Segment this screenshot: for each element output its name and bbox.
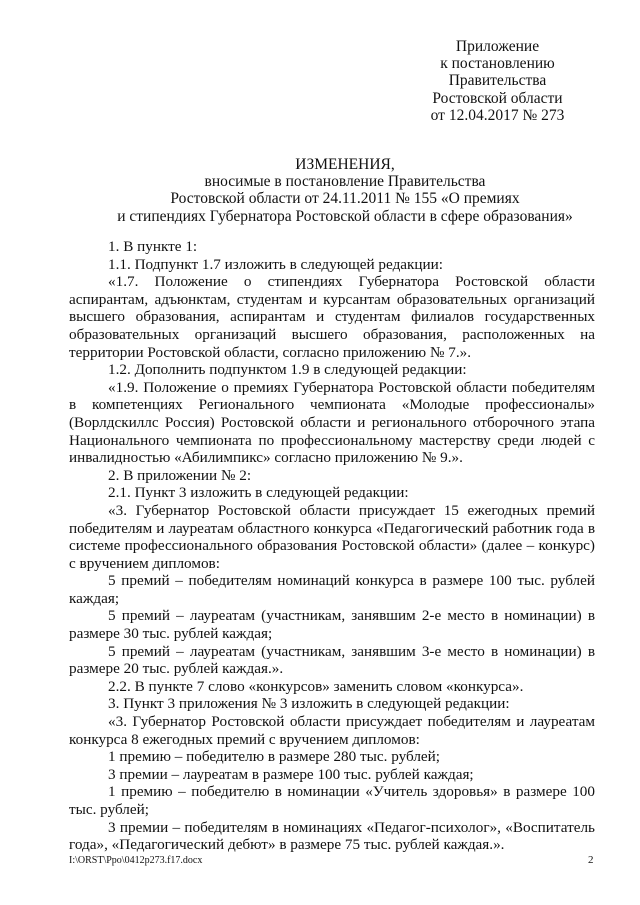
appendix-line: Ростовской области — [432, 89, 563, 107]
paragraph: 1.1. Подпункт 1.7 изложить в следующей редакции: — [108, 255, 444, 273]
appendix-line: от 12.04.2017 № 273 — [430, 106, 565, 124]
heading-line: и стипендиях Губернатора Ростовской области в сфере образования» — [117, 207, 573, 225]
heading-title: ИЗМЕНЕНИЯ, — [295, 156, 395, 173]
paragraph: 5 премий – победителям номинаций конкурса в размере 100 тыс. рублей каждая; — [69, 572, 595, 607]
paragraph: 1 премию – победителю в номинации «Учитель здоровья» в размере 100 тыс. рублей; — [69, 783, 595, 818]
appendix-line: к постановлению — [440, 55, 555, 73]
footer-file-path: I:\ORST\Ppo\0412p273.f17.docx — [69, 855, 203, 866]
appendix-line: Приложение — [455, 38, 540, 55]
paragraph: 1 премию – победителю в размере 280 тыс. рублей; — [108, 748, 440, 766]
paragraph: 2.2. В пункте 7 слово «конкурсов» заменить словом «конкурса». — [108, 677, 524, 695]
paragraph: «1.7. Положение о стипендиях Губернатора Ростовской области аспирантам, адъюнктам, студентам и курсантам образовательных организаций высшего образования, аспирантам и студентам филиалов государственных образовательных организаций высшего образования, расположенных на территории Ростовской области, согласно приложению № 7.». — [69, 273, 595, 361]
appendix-line: Правительства — [448, 72, 547, 90]
paragraph: 5 премий – лауреатам (участникам, занявшим 2-е место в номинации) в размере 30 тыс. рублей каждая; — [69, 607, 595, 643]
paragraph: «3. Губернатор Ростовской области присуждает победителям и лауреатам конкурса 8 ежегодных премий с вручением дипломов: — [69, 713, 595, 748]
heading-line: вносимые в постановление Правительства — [204, 173, 486, 191]
paragraph: 3. Пункт 3 приложения № 3 изложить в следующей редакции: — [108, 695, 510, 713]
document-body — [69, 238, 595, 854]
page-number: 2 — [588, 854, 594, 866]
document-heading — [100, 156, 590, 225]
paragraph: «1.9. Положение о премиях Губернатора Ростовской области победителям в компетенциях Регионального чемпионата «Молодые профессионалы» (Ворлдскиллс Россия) Ростовской области и регионального отборочного этапа Национального чемпионата по профессиональному мастерству среди людей с инвалидностью «Абилимпикс» согласно приложению № 9.». — [69, 378, 595, 467]
paragraph: 1.2. Дополнить подпунктом 1.9 в следующей редакции: — [108, 361, 467, 379]
heading-line: Ростовской области от 24.11.2011 № 155 «О премиях — [170, 190, 520, 208]
paragraph: 2.1. Пункт 3 изложить в следующей редакции: — [108, 484, 409, 502]
paragraph: «3. Губернатор Ростовской области присуждает 15 ежегодных премий победителям и лауреатам областного конкурса «Педагогический работник года в системе профессионального образования Ростовской области» (далее – конкурс) с вручением дипломов: — [69, 501, 595, 572]
appendix-block — [405, 38, 590, 124]
paragraph: 3 премии – победителям в номинациях «Педагог-психолог», «Воспитатель года», «Педагогический дебют» в размере 75 тыс. рублей каждая.». — [69, 818, 595, 854]
paragraph: 3 премии – лауреатам в размере 100 тыс. рублей каждая; — [108, 765, 474, 783]
paragraph: 1. В пункте 1: — [108, 238, 198, 255]
paragraph: 2. В приложении № 2: — [108, 466, 252, 484]
paragraph: 5 премий – лауреатам (участникам, занявшим 3-е место в номинации) в размере 20 тыс. рублей каждая.». — [69, 642, 595, 678]
